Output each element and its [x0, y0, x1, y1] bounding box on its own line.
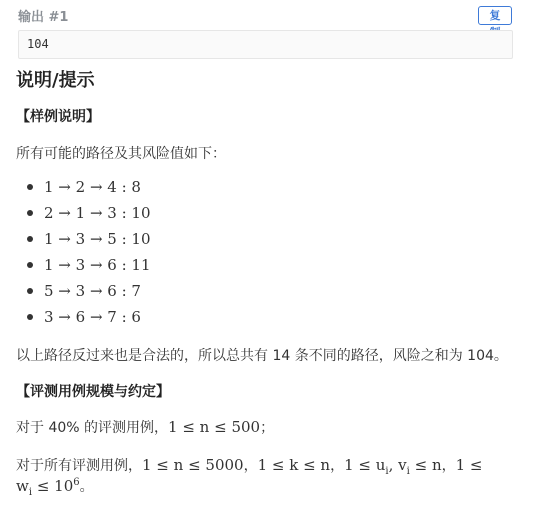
output-box: 104 [18, 30, 513, 59]
list-item [26, 304, 151, 330]
path-text: 1 → 2 → 4 : 8 [44, 178, 141, 196]
math-part: 1 ≤ u [344, 456, 386, 474]
constraint-1-end: ； [260, 420, 275, 436]
separator: ， [243, 458, 258, 474]
path-text: 2 → 1 → 3 : 10 [44, 204, 151, 222]
section-title: 说明/提示 [16, 70, 95, 91]
path-list [26, 174, 151, 330]
output-header [16, 0, 516, 28]
list-item [26, 200, 151, 226]
separator: ， [441, 458, 456, 474]
sample-heading: 【样例说明】 [16, 109, 100, 125]
bullet-icon [27, 288, 33, 294]
constraint-1-text: 对于 40% 的评测用例， [16, 420, 169, 436]
list-item [26, 252, 151, 278]
sample-summary: 以上路径反过来也是合法的，所以总共有 14 条不同的路径，风险之和为 104。 [16, 348, 508, 364]
constraint-1-math: 1 ≤ n ≤ 500 [168, 418, 261, 436]
math-subscript: i [28, 487, 33, 498]
constraint-2-math-uv [344, 456, 442, 477]
constraint-3-end: 。 [79, 479, 94, 495]
copy-button[interactable]: 复 [478, 6, 512, 25]
math-part: , v [388, 456, 407, 474]
sample-intro: 所有可能的路径及其风险值如下： [16, 146, 226, 162]
bullet-icon [27, 236, 33, 242]
math-part: ≤ n [409, 456, 442, 474]
output-title: 输出 #1 [18, 10, 69, 25]
list-item [26, 278, 151, 304]
math-subscript: i [385, 466, 389, 477]
math-part: ≤ 10 [32, 477, 74, 495]
constraint-line-2 [16, 455, 483, 477]
bullet-icon [27, 314, 33, 320]
math-superscript: 6 [73, 477, 80, 488]
path-text: 3 → 6 → 7 : 6 [44, 308, 141, 326]
path-text: 1 → 3 → 6 : 11 [44, 256, 151, 274]
constraints-heading: 【评测用例规模与约定】 [16, 384, 170, 400]
bullet-icon [27, 184, 33, 190]
constraint-line-3 [16, 476, 94, 498]
constraint-2-text: 对于所有评测用例， [16, 458, 142, 474]
constraint-2-math-w-start: 1 ≤ [455, 456, 483, 474]
math-subscript: i [406, 466, 410, 477]
path-text: 1 → 3 → 5 : 10 [44, 230, 151, 248]
bullet-icon [27, 262, 33, 268]
bullet-icon [27, 210, 33, 216]
separator: ， [330, 458, 345, 474]
list-item [26, 174, 151, 200]
constraint-2-math-k: 1 ≤ k ≤ n [257, 456, 331, 474]
constraint-line-1 [16, 417, 274, 437]
list-item [26, 226, 151, 252]
constraint-2-math-n: 1 ≤ n ≤ 5000 [142, 456, 244, 474]
constraint-3-math-w [16, 477, 80, 498]
path-text: 5 → 3 → 6 : 7 [44, 282, 141, 300]
math-part: w [16, 477, 29, 495]
